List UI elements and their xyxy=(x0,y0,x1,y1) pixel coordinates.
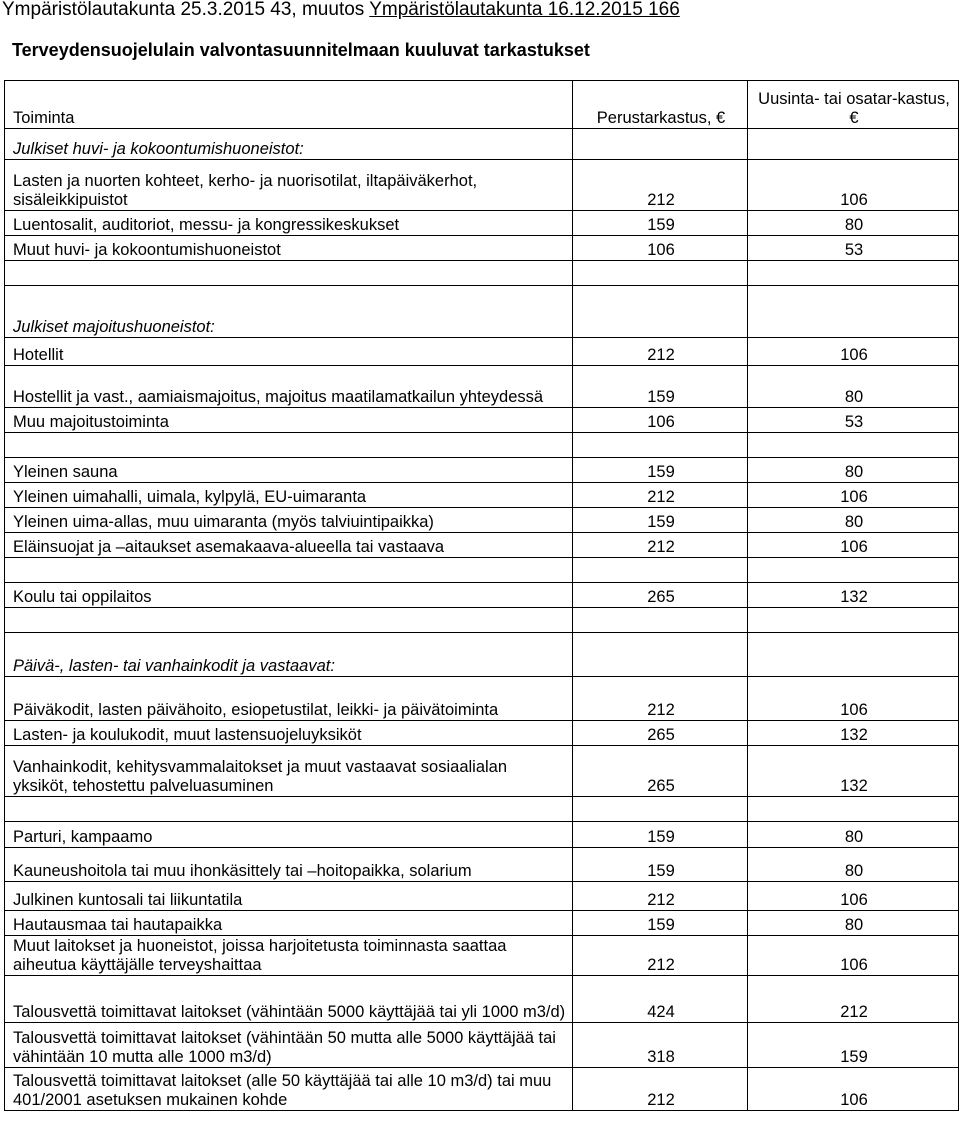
repeat-fee-cell: 159 xyxy=(748,1023,959,1068)
activity-cell: Päivä-, lasten- tai vanhainkodit ja vastaavat: xyxy=(5,633,573,677)
repeat-fee-cell: 106 xyxy=(748,882,959,911)
table-row xyxy=(5,1023,959,1068)
activity-cell: Talousvettä toimittavat laitokset (alle 50 käyttäjää tai alle 10 m3/d) tai muu 401/2001 asetuksen mukainen kohde xyxy=(5,1068,573,1111)
table-row xyxy=(5,458,959,483)
activity-cell: Julkiset huvi- ja kokoontumishuoneistot: xyxy=(5,129,573,160)
basic-fee-cell: 212 xyxy=(573,533,748,558)
repeat-fee-cell xyxy=(748,633,959,677)
table-row xyxy=(5,721,959,746)
basic-fee-cell: 159 xyxy=(573,911,748,936)
repeat-fee-cell: 106 xyxy=(748,338,959,366)
repeat-fee-cell: 80 xyxy=(748,211,959,236)
basic-fee-cell: 159 xyxy=(573,366,748,408)
basic-fee-cell: 318 xyxy=(573,1023,748,1068)
basic-fee-cell: 212 xyxy=(573,1068,748,1111)
activity-cell: Muu majoitustoiminta xyxy=(5,408,573,433)
repeat-fee-cell xyxy=(748,286,959,338)
activity-cell: Julkinen kuntosali tai liikuntatila xyxy=(5,882,573,911)
spacer-row xyxy=(5,608,959,633)
basic-fee-cell xyxy=(573,261,748,286)
activity-cell: Julkiset majoitushuoneistot: xyxy=(5,286,573,338)
activity-cell: Hostellit ja vast., aamiaismajoitus, majoitus maatilamatkailun yhteydessä xyxy=(5,366,573,408)
activity-cell: Eläinsuojat ja –aitaukset asemakaava-alueella tai vastaava xyxy=(5,533,573,558)
table-header-row xyxy=(5,81,959,129)
activity-cell: Yleinen uima-allas, muu uimaranta (myös talviuintipaikka) xyxy=(5,508,573,533)
repeat-fee-cell: 80 xyxy=(748,848,959,882)
basic-fee-cell xyxy=(573,608,748,633)
basic-fee-cell: 212 xyxy=(573,882,748,911)
repeat-fee-cell: 106 xyxy=(748,160,959,211)
table-row xyxy=(5,408,959,433)
repeat-fee-cell: 212 xyxy=(748,976,959,1023)
basic-fee-cell xyxy=(573,129,748,160)
activity-cell: Luentosalit, auditoriot, messu- ja kongressikeskukset xyxy=(5,211,573,236)
basic-fee-cell: 159 xyxy=(573,822,748,848)
repeat-fee-cell: 53 xyxy=(748,408,959,433)
repeat-fee-cell xyxy=(748,261,959,286)
repeat-fee-cell: 80 xyxy=(748,508,959,533)
basic-fee-cell: 106 xyxy=(573,236,748,261)
basic-fee-cell: 106 xyxy=(573,408,748,433)
basic-fee-cell xyxy=(573,433,748,458)
basic-fee-cell: 265 xyxy=(573,583,748,608)
basic-fee-cell xyxy=(573,558,748,583)
repeat-fee-cell: 106 xyxy=(748,936,959,976)
activity-cell: Muut huvi- ja kokoontumishuoneistot xyxy=(5,236,573,261)
column-header-repeat: Uusinta- tai osatar-kastus, € xyxy=(748,81,959,129)
basic-fee-cell xyxy=(573,797,748,822)
basic-fee-cell: 424 xyxy=(573,976,748,1023)
activity-cell xyxy=(5,797,573,822)
repeat-fee-cell: 132 xyxy=(748,583,959,608)
repeat-fee-cell: 106 xyxy=(748,1068,959,1111)
activity-cell xyxy=(5,433,573,458)
table-row xyxy=(5,822,959,848)
table-row xyxy=(5,882,959,911)
basic-fee-cell: 265 xyxy=(573,721,748,746)
activity-cell xyxy=(5,558,573,583)
activity-cell: Talousvettä toimittavat laitokset (vähintään 50 mutta alle 5000 käyttäjää tai vähintään 10 mutta alle 1000 m3/d) xyxy=(5,1023,573,1068)
repeat-fee-cell: 80 xyxy=(748,366,959,408)
table-row xyxy=(5,633,959,677)
basic-fee-cell: 159 xyxy=(573,508,748,533)
table-row xyxy=(5,366,959,408)
basic-fee-cell: 159 xyxy=(573,458,748,483)
repeat-fee-cell: 106 xyxy=(748,483,959,508)
table-row xyxy=(5,1068,959,1111)
repeat-fee-cell: 106 xyxy=(748,677,959,721)
spacer-row xyxy=(5,558,959,583)
activity-cell: Hautausmaa tai hautapaikka xyxy=(5,911,573,936)
activity-cell: Muut laitokset ja huoneistot, joissa harjoitetusta toiminnasta saattaa aiheutua käyttäjälle terveyshaittaa xyxy=(5,936,573,976)
table-row xyxy=(5,583,959,608)
column-header-basic: Perustarkastus, € xyxy=(573,81,748,129)
basic-fee-cell: 212 xyxy=(573,483,748,508)
spacer-row xyxy=(5,433,959,458)
repeat-fee-cell xyxy=(748,797,959,822)
repeat-fee-cell: 106 xyxy=(748,533,959,558)
activity-cell: Lasten- ja koulukodit, muut lastensuojeluyksiköt xyxy=(5,721,573,746)
table-row xyxy=(5,129,959,160)
repeat-fee-cell: 53 xyxy=(748,236,959,261)
table-row xyxy=(5,508,959,533)
header-prefix: Ympäristölautakunta 25.3.2015 43, muutos xyxy=(2,0,370,20)
basic-fee-cell: 265 xyxy=(573,746,748,797)
spacer-row xyxy=(5,797,959,822)
repeat-fee-cell: 132 xyxy=(748,746,959,797)
column-header-activity: Toiminta xyxy=(5,81,573,129)
repeat-fee-cell xyxy=(748,129,959,160)
basic-fee-cell: 159 xyxy=(573,211,748,236)
repeat-fee-cell: 132 xyxy=(748,721,959,746)
repeat-fee-cell: 80 xyxy=(748,458,959,483)
activity-cell: Yleinen uimahalli, uimala, kylpylä, EU-uimaranta xyxy=(5,483,573,508)
table-row xyxy=(5,533,959,558)
page-header xyxy=(2,0,680,22)
repeat-fee-cell xyxy=(748,608,959,633)
activity-cell: Parturi, kampaamo xyxy=(5,822,573,848)
activity-cell: Kauneushoitola tai muu ihonkäsittely tai –hoitopaikka, solarium xyxy=(5,848,573,882)
repeat-fee-cell: 80 xyxy=(748,822,959,848)
table-row xyxy=(5,338,959,366)
activity-cell: Yleinen sauna xyxy=(5,458,573,483)
table-row xyxy=(5,286,959,338)
repeat-fee-cell: 80 xyxy=(748,911,959,936)
basic-fee-cell: 212 xyxy=(573,677,748,721)
table-row xyxy=(5,483,959,508)
table-row xyxy=(5,160,959,211)
basic-fee-cell: 212 xyxy=(573,338,748,366)
table-row xyxy=(5,236,959,261)
activity-cell: Lasten ja nuorten kohteet, kerho- ja nuorisotilat, iltapäiväkerhot, sisäleikkipuistot xyxy=(5,160,573,211)
basic-fee-cell xyxy=(573,286,748,338)
fee-table xyxy=(4,80,959,1111)
table-row xyxy=(5,976,959,1023)
basic-fee-cell: 212 xyxy=(573,936,748,976)
table-row xyxy=(5,746,959,797)
repeat-fee-cell xyxy=(748,558,959,583)
table-row xyxy=(5,936,959,976)
spacer-row xyxy=(5,261,959,286)
basic-fee-cell xyxy=(573,633,748,677)
activity-cell xyxy=(5,261,573,286)
table-row xyxy=(5,848,959,882)
activity-cell: Hotellit xyxy=(5,338,573,366)
activity-cell: Talousvettä toimittavat laitokset (vähintään 5000 käyttäjää tai yli 1000 m3/d) xyxy=(5,976,573,1023)
table-row xyxy=(5,911,959,936)
repeat-fee-cell xyxy=(748,433,959,458)
activity-cell xyxy=(5,608,573,633)
table-row xyxy=(5,677,959,721)
header-amendment: Ympäristölautakunta 16.12.2015 166 xyxy=(369,0,680,20)
activity-cell: Vanhainkodit, kehitysvammalaitokset ja muut vastaavat sosiaalialan yksiköt, tehostettu palveluasuminen xyxy=(5,746,573,797)
activity-cell: Päiväkodit, lasten päivähoito, esiopetustilat, leikki- ja päivätoiminta xyxy=(5,677,573,721)
activity-cell: Koulu tai oppilaitos xyxy=(5,583,573,608)
document-title: Terveydensuojelulain valvontasuunnitelmaan kuuluvat tarkastukset xyxy=(12,40,590,60)
basic-fee-cell: 212 xyxy=(573,160,748,211)
table-row xyxy=(5,211,959,236)
basic-fee-cell: 159 xyxy=(573,848,748,882)
